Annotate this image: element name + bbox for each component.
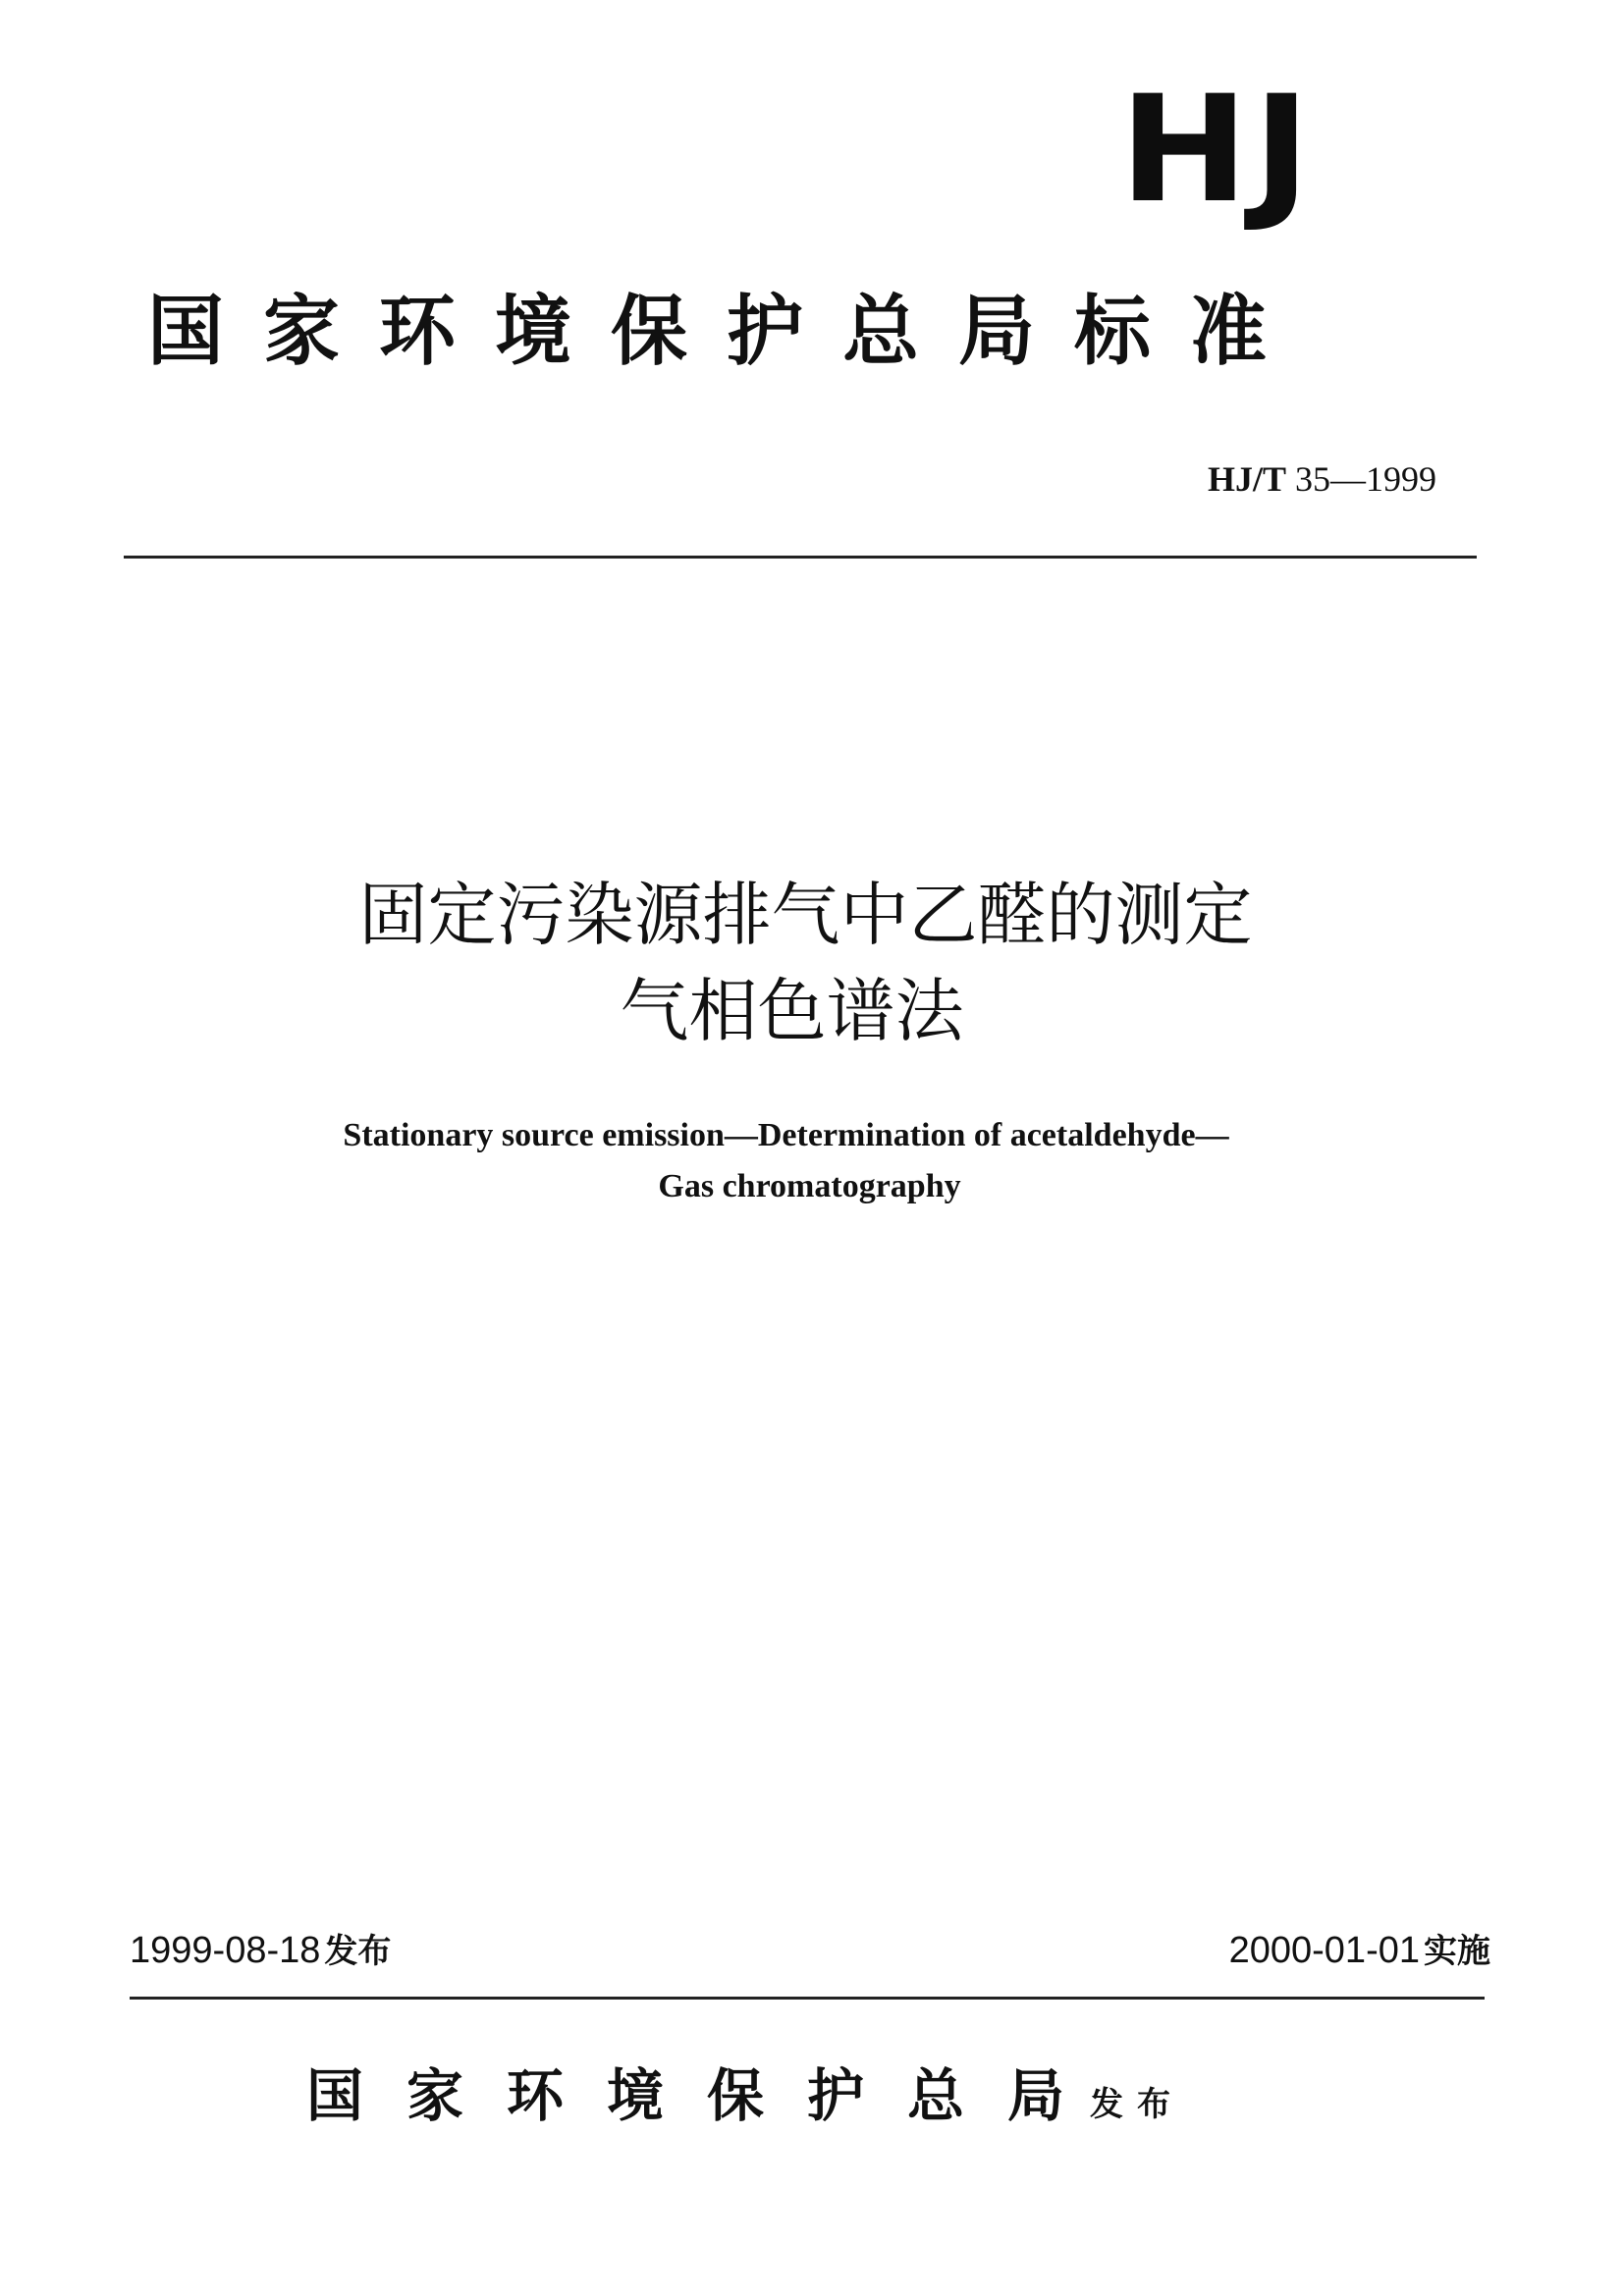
standard-code-prefix: HJ/T bbox=[1207, 459, 1286, 499]
issue-date-label: 发布 bbox=[324, 1932, 392, 1971]
standard-code-number: 35—1999 bbox=[1295, 459, 1436, 499]
publisher-line bbox=[306, 2059, 1184, 2141]
effective-date-value: 2000-01-01 bbox=[1228, 1930, 1420, 1971]
issue-date-value: 1999-08-18 bbox=[130, 1930, 321, 1971]
effective-date bbox=[1229, 1928, 1490, 1974]
english-title-line-2: Gas chromatography bbox=[658, 1168, 961, 1204]
chinese-title-line-2: 气相色谱法 bbox=[620, 971, 964, 1051]
english-title-line-1: Stationary source emission—Determination of acetaldehyde— bbox=[343, 1117, 1229, 1153]
effective-date-label: 实施 bbox=[1424, 1932, 1490, 1971]
issue-date bbox=[130, 1928, 391, 1974]
top-divider bbox=[124, 556, 1477, 559]
chinese-title-line-1: 固定污染源排气中乙醛的测定 bbox=[358, 875, 1253, 955]
bottom-divider bbox=[130, 1997, 1485, 2000]
agency-standard-title: 国家环境保护总局标准 bbox=[147, 287, 1307, 376]
standard-number bbox=[1208, 457, 1436, 501]
publish-label: 发布 bbox=[1090, 2085, 1185, 2124]
publisher-name: 国家环境保护总局 bbox=[306, 2062, 1109, 2129]
hj-logo: HJ bbox=[1119, 65, 1315, 236]
